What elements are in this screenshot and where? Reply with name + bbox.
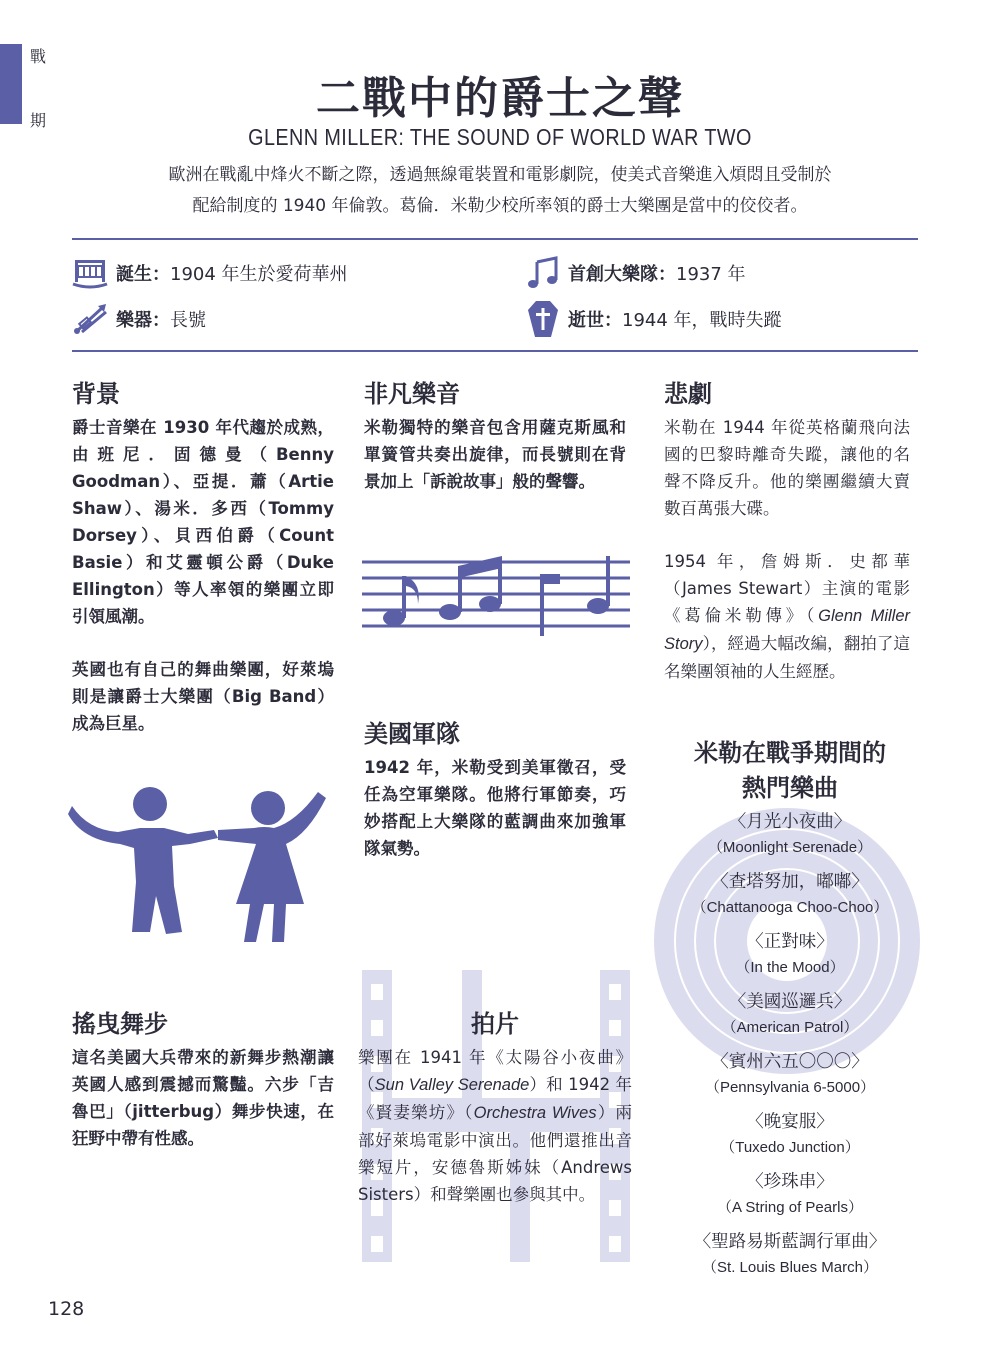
song-title-en: （Tuxedo Junction）: [720, 1139, 860, 1156]
song-title-zh: 〈晚宴服〉: [746, 1112, 834, 1132]
fact-died: [526, 300, 782, 338]
sound-heading: 非凡樂音: [364, 380, 460, 408]
tragedy-text-1: 1954 年，詹姆斯．史都華（James Stewart）主演的電影《葛倫米勒傳》（: [664, 552, 910, 625]
song-item: [650, 1168, 930, 1220]
page-subtitle: GLENN MILLER: THE SOUND OF WORLD WAR TWO: [248, 124, 752, 150]
fact-born-value: 1904 年生於愛荷華州: [170, 264, 348, 285]
song-title-en: （Moonlight Serenade）: [707, 839, 873, 856]
fact-died-value: 1944 年，戰時失蹤: [622, 310, 782, 331]
fact-first-band-value: 1937 年: [676, 264, 746, 285]
song-item: [650, 868, 930, 920]
song-title-en: （Pennsylvania 6-5000）: [704, 1079, 876, 1096]
song-title-zh: 〈查塔努加，嘟嘟〉: [711, 872, 869, 892]
fact-instrument-label: 樂器：: [116, 310, 170, 331]
fact-born-label: 誕生：: [116, 264, 170, 285]
intro-text: [110, 160, 890, 222]
tragedy-para-2: [664, 548, 910, 685]
music-note-icon: [526, 256, 560, 290]
song-item: [650, 808, 930, 860]
background-para-1: 爵士音樂在 1930 年代趨於成熟，由班尼．固德曼（Benny Goodman）、亞提．蕭（Artie Shaw）、湯米．多西（Tommy Dorsey）、貝西伯爵（Count Basie）和艾靈頓公爵（Duke Ellington）等人率領的樂團立即引領風潮。: [72, 418, 334, 626]
song-title-zh: 〈賓州六五〇〇〇〉: [711, 1052, 869, 1072]
page-title: 二戰中的爵士之聲: [316, 73, 684, 124]
music-notes-illustration: [362, 548, 630, 640]
films-text-1: 樂團在 1941 年《太陽谷小夜曲》（: [358, 1048, 632, 1094]
songs-list: [650, 808, 930, 1288]
swing-para-1: 這名美國大兵帶來的新舞步熱潮讓英國人感到震撼而驚豔。六步「吉魯巴」（jitterbug）舞步快速，在狂野中帶有性感。: [72, 1048, 334, 1148]
song-title-en: （In the Mood）: [735, 959, 845, 976]
song-title-zh: 〈聖路易斯藍調行軍曲〉: [693, 1232, 887, 1252]
tragedy-para-1: 米勒在 1944 年從英格蘭飛向法國的巴黎時離奇失蹤，讓他的名聲不降反升。他的樂團繼續大賣數百萬張大碟。: [664, 418, 910, 518]
facts-bottom-rule: [72, 350, 918, 352]
fact-died-label: 逝世：: [568, 310, 622, 331]
intro-line-1: 歐洲在戰亂中烽火不斷之際，透過無線電裝置和電影劇院，使美式音樂進入煩悶且受制於: [168, 165, 832, 185]
song-item: [650, 1108, 930, 1160]
fact-instrument: [72, 302, 206, 336]
coffin-icon: [526, 300, 560, 338]
fact-instrument-value: 長號: [170, 310, 206, 331]
song-title-en: （American Patrol）: [721, 1019, 859, 1036]
tragedy-text-2: ），經過大幅改編，翻拍了這名樂團領袖的人生經歷。: [664, 634, 910, 681]
films-para-1: [358, 1044, 632, 1208]
army-heading: 美國軍隊: [364, 720, 460, 748]
intro-line-2: 配給制度的 1940 年倫敦。葛倫．米勒少校所率領的爵士大樂團是當中的佼佼者。: [192, 196, 808, 216]
song-item: [650, 1048, 930, 1100]
song-item: [650, 1228, 930, 1280]
songs-title-line-2: 熱門樂曲: [742, 774, 838, 802]
song-title-en: （Chattanooga Choo-Choo）: [691, 899, 889, 916]
fact-first-band-label: 首創大樂隊：: [568, 264, 676, 285]
song-title-zh: 〈月光小夜曲〉: [728, 812, 852, 832]
tragedy-film-title: Glenn Miller Story: [664, 607, 911, 653]
song-item: [650, 988, 930, 1040]
films-text-3: ）兩部好萊塢電影中演出。他們還推出音樂短片，安德魯斯姊妹（Andrews Sisters）和聲樂團也參與其中。: [358, 1103, 633, 1204]
songs-title: [660, 736, 920, 806]
song-title-zh: 〈美國巡邏兵〉: [728, 992, 852, 1012]
song-title-en: （St. Louis Blues March）: [702, 1259, 878, 1276]
songs-title-line-1: 米勒在戰爭期間的: [694, 739, 886, 767]
cradle-icon: [72, 256, 108, 290]
page-number: 128: [48, 1298, 85, 1320]
facts-top-rule: [72, 238, 918, 240]
background-heading: 背景: [72, 380, 120, 408]
sound-para-1: [364, 414, 626, 495]
army-para-1: 1942 年，米勒受到美軍徵召，受任為空軍樂隊。他將行軍節奏，巧妙搭配上大樂隊的藍調曲來加強軍隊氣勢。: [364, 758, 626, 858]
fact-first-band: [526, 256, 746, 290]
films-title-1: Sun Valley Serenade: [374, 1076, 530, 1094]
background-para-2: 英國也有自己的舞曲樂團，好萊塢則是讓爵士大樂團（Big Band）成為巨星。: [72, 660, 334, 733]
song-title-zh: 〈珍珠串〉: [746, 1172, 834, 1192]
films-title-2: Orchestra Wives: [473, 1104, 597, 1122]
song-title-zh: 〈正對味〉: [746, 932, 834, 952]
swing-heading: 搖曳舞步: [72, 1010, 168, 1038]
films-heading: 拍片: [471, 1010, 519, 1038]
song-item: [650, 928, 930, 980]
chapter-label-2: 期: [30, 111, 47, 130]
fact-born: [72, 256, 348, 290]
tragedy-heading: 悲劇: [664, 380, 712, 408]
song-title-en: （A String of Pearls）: [717, 1199, 863, 1216]
chapter-label-1: 戰: [30, 47, 47, 66]
films-text-2: ）和 1942 年《賢妻樂坊》（: [358, 1075, 632, 1122]
sound-para-text: 米勒獨特的樂音包含用薩克斯風和單簧管共奏出旋律，而長號則在背景加上「訴說故事」般的聲響。: [364, 418, 626, 491]
trombone-icon: [72, 302, 108, 336]
dancers-illustration: [68, 782, 338, 964]
